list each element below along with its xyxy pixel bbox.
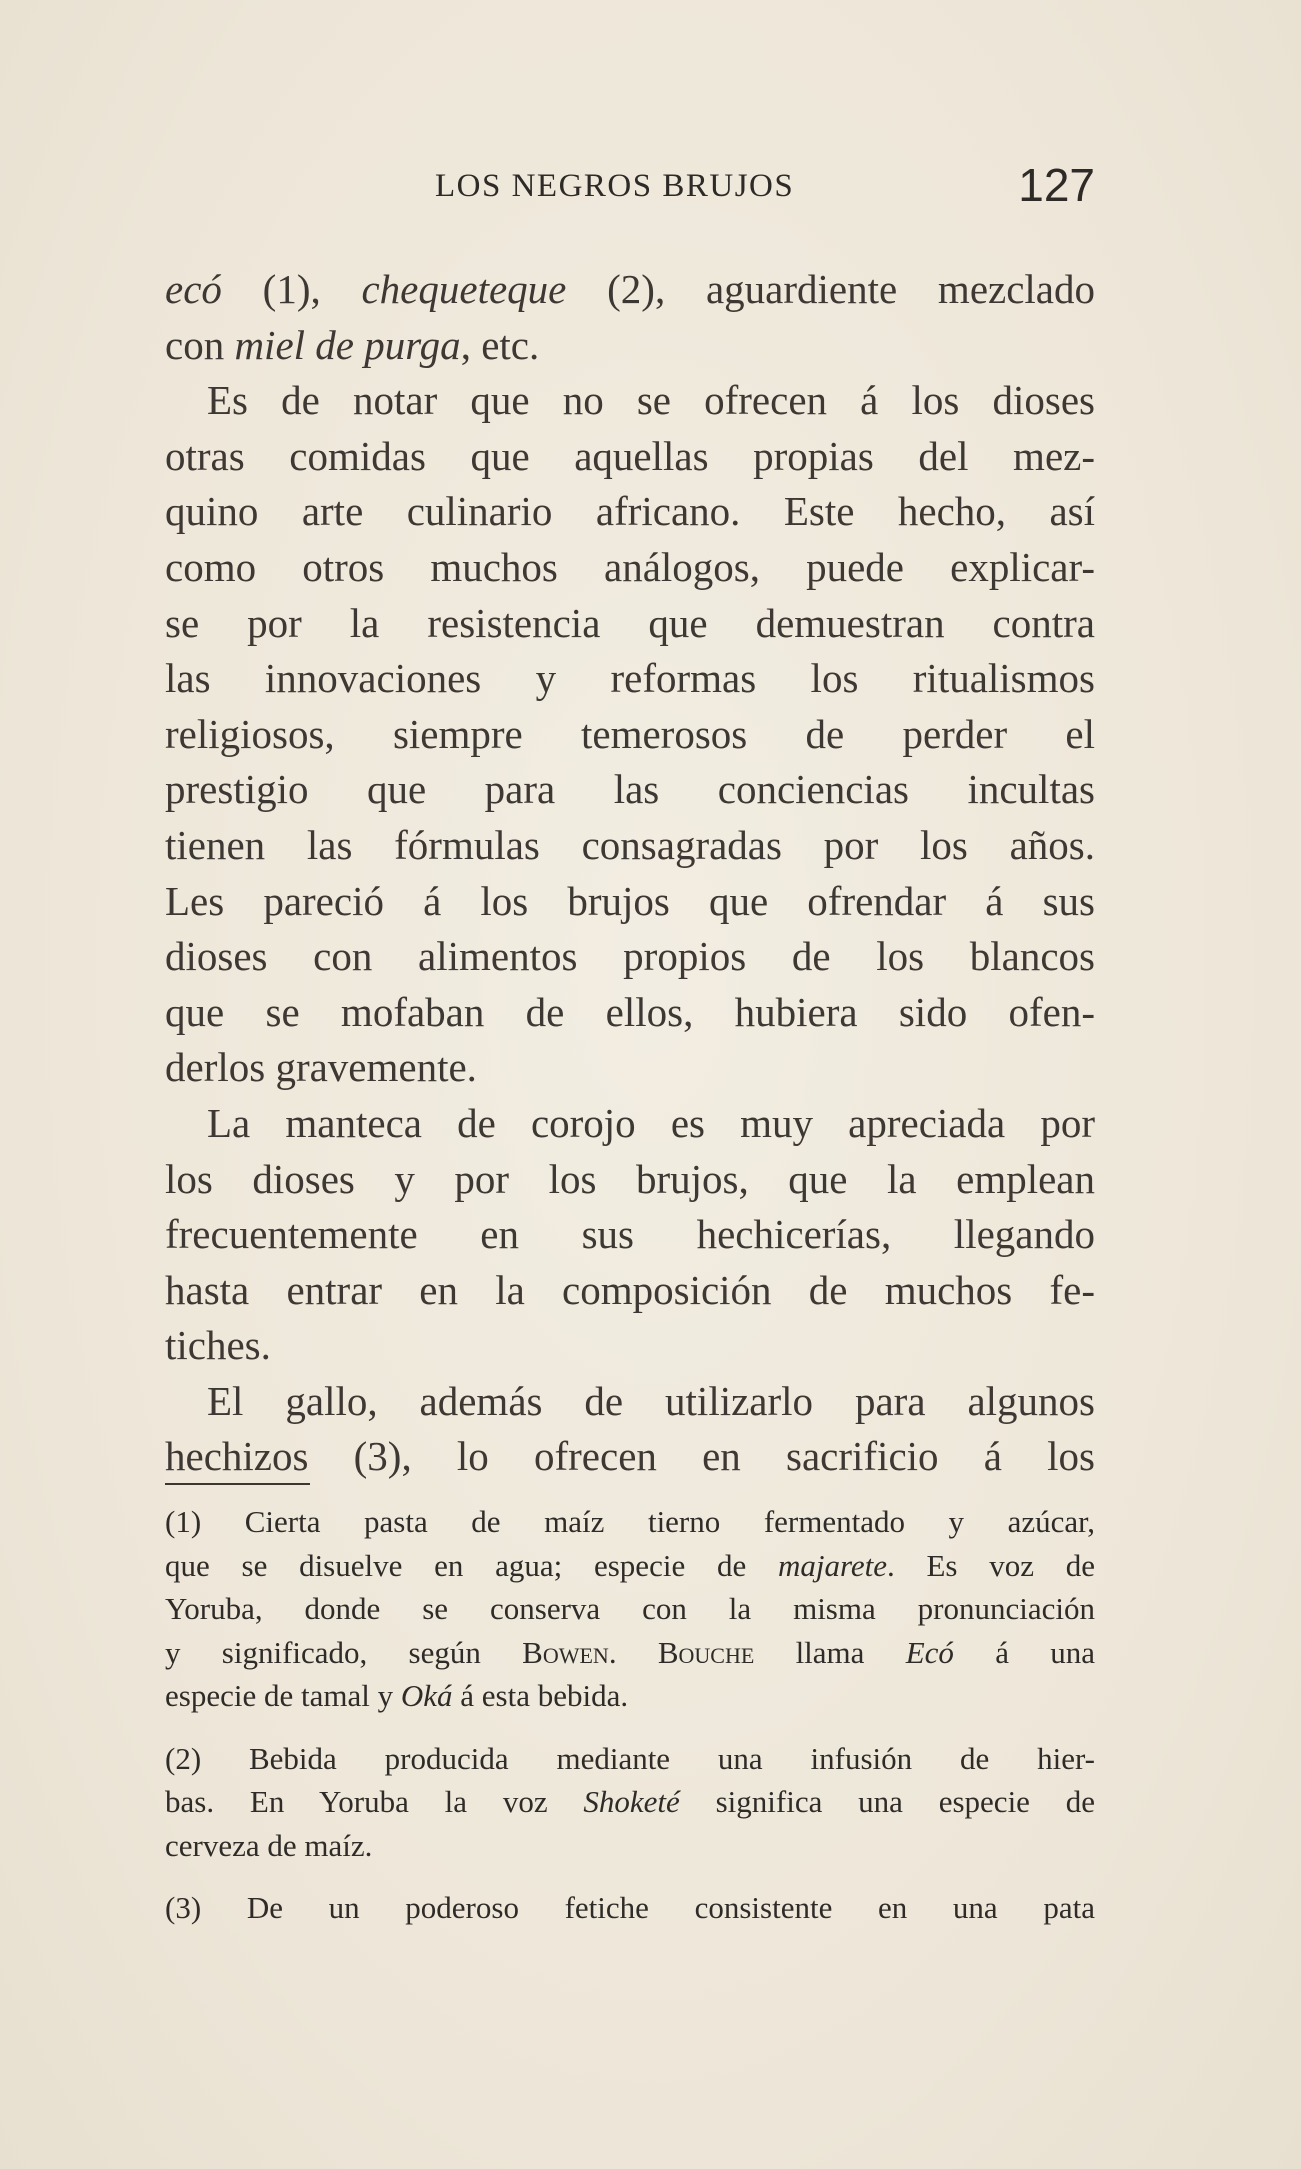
text-line: otras comidas que aquellas propias del mez- xyxy=(165,432,1095,479)
text-span: (2), aguardiente mezclado xyxy=(566,266,1096,312)
text-line: que se mofaban de ellos, hubiera sido ofen- xyxy=(165,988,1095,1035)
text-span: . Es voz de xyxy=(887,1547,1095,1583)
term-oka: Oká xyxy=(400,1678,453,1713)
term-miel-de-purga: miel de purga xyxy=(234,321,461,368)
text-span: á esta bebida. xyxy=(452,1678,629,1713)
footnote-line xyxy=(165,1544,1095,1588)
footnote-gap xyxy=(165,1718,1095,1737)
text-line: frecuentemente en sus hechicerías, llegando xyxy=(165,1211,1095,1258)
text-line: los dioses y por los brujos, que la emplean xyxy=(165,1155,1095,1202)
text-span: con xyxy=(165,321,235,368)
text-span: y significado, según xyxy=(165,1634,523,1670)
text-line: las innovaciones y reformas los ritualismos xyxy=(165,655,1095,702)
text-line: se por la resistencia que demuestran contra xyxy=(165,599,1095,646)
text-span: (1), xyxy=(221,266,362,312)
text-line: como otros muchos análogos, puede explicar- xyxy=(165,543,1095,590)
footnote-line xyxy=(165,1780,1095,1824)
text-line xyxy=(165,262,1095,318)
page-number: 127 xyxy=(1018,159,1095,211)
footnotes xyxy=(165,1500,1095,1930)
footnote-line: cerveza de maíz. xyxy=(165,1827,373,1863)
text-line: prestigio que para las conciencias incultas xyxy=(165,766,1095,813)
text-span: . xyxy=(608,1634,658,1670)
footnote-line: (3) De un poderoso fetiche consistente en una pata xyxy=(165,1890,1095,1925)
term-chequeteque: chequeteque xyxy=(361,266,567,312)
text-line: Es de notar que no se ofrecen á los dioses xyxy=(207,377,1095,424)
running-head: LOS NEGROS BRUJOS xyxy=(435,168,795,204)
text-span: significa una especie de xyxy=(679,1784,1096,1819)
author-bouche: Bouche xyxy=(657,1634,755,1670)
text-span: , etc. xyxy=(460,321,540,368)
term-eco: ecó xyxy=(165,266,222,312)
term-eco: Ecó xyxy=(905,1634,954,1670)
text-line: religiosos, siempre temerosos de perder el xyxy=(165,710,1095,757)
text-span: especie de tamal y xyxy=(165,1678,401,1713)
author-bowen: Bowen xyxy=(522,1634,609,1670)
text-line: quino arte culinario africano. Este hecho, así xyxy=(165,488,1095,535)
term-majarete: majarete xyxy=(777,1547,887,1583)
body-text xyxy=(165,262,1095,1485)
text-line: Les pareció á los brujos que ofrendar á sus xyxy=(165,877,1095,924)
text-line: tiches. xyxy=(165,1322,271,1369)
term-shokete: Shoketé xyxy=(583,1784,680,1819)
text-line: La manteca de corojo es muy apreciada por xyxy=(207,1099,1095,1146)
footnote-line xyxy=(165,1674,1095,1718)
footnote-line: (2) Bebida producida mediante una infusión de hier- xyxy=(165,1740,1095,1776)
text-line xyxy=(165,318,1095,374)
footnote-line: Yoruba, donde se conserva con la misma pronunciación xyxy=(165,1591,1095,1626)
text-span: llama xyxy=(754,1634,906,1670)
footnote-line xyxy=(165,1631,1095,1675)
text-line: hasta entrar en la composición de muchos fe- xyxy=(165,1266,1095,1313)
text-span: á una xyxy=(953,1634,1095,1670)
text-line: derlos gravemente. xyxy=(165,1044,477,1091)
text-line: hechizos (3), lo ofrecen en sacrificio á los xyxy=(165,1433,1095,1480)
footnote-divider xyxy=(165,1483,310,1485)
footnote-gap xyxy=(165,1867,1095,1886)
page-header xyxy=(165,158,1095,218)
text-line: tienen las fórmulas consagradas por los años. xyxy=(165,821,1095,868)
text-line: dioses con alimentos propios de los blancos xyxy=(165,933,1095,980)
text-span: que se disuelve en agua; especie de xyxy=(165,1547,778,1583)
text-span: bas. En Yoruba la voz xyxy=(165,1784,584,1819)
footnote-line: (1) Cierta pasta de maíz tierno fermentado y azúcar, xyxy=(165,1504,1095,1539)
text-line: El gallo, además de utilizarlo para algunos xyxy=(207,1377,1095,1424)
